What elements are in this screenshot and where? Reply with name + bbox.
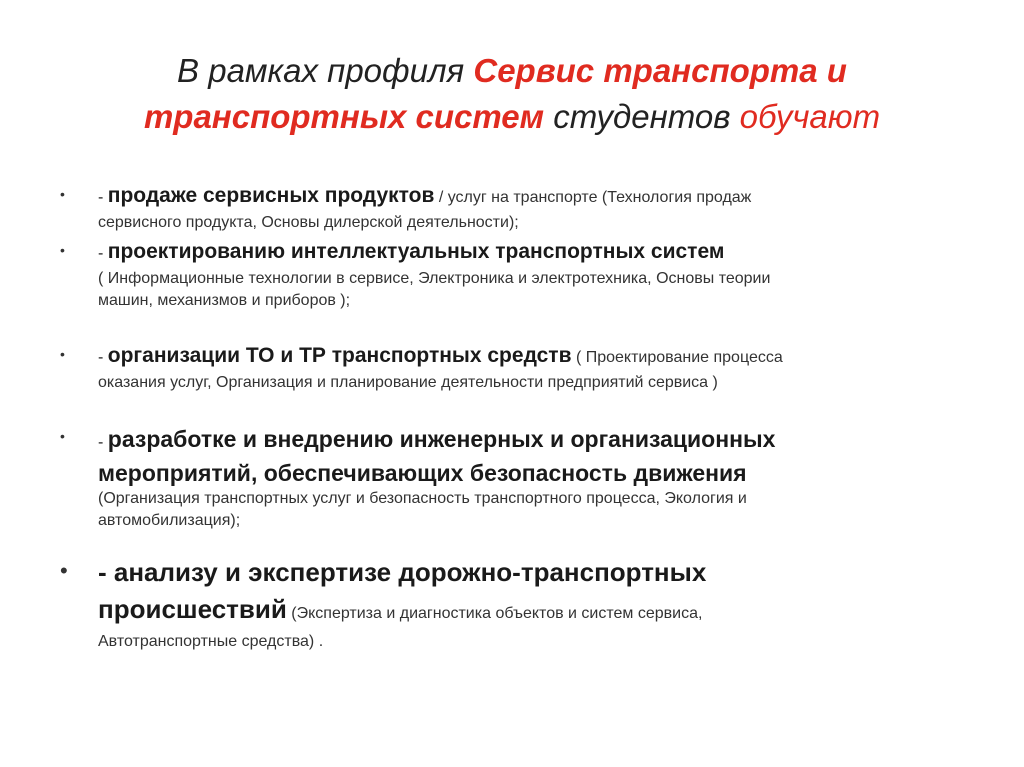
item-text-continued: автомобилизация); [98,512,241,529]
item-heading-continued: мероприятий, обеспечивающих безопасность движения [98,460,747,486]
item-text-continued: сервисного продукта, Основы дилерской деятельности); [98,214,519,231]
item-heading: продаже сервисных продуктов [107,184,435,207]
item-text: ( Информационные технологии в сервисе, Электроника и электротехника, Основы теории [98,270,771,287]
item-dash: - [98,189,108,206]
item-text-continued: оказания услуг, Организация и планирование деятельности предприятий сервиса ) [98,374,718,391]
item-dash: - [98,557,114,587]
slide-title [60,48,964,140]
item-text: (Экспертиза и диагностика объектов и систем сервиса, [286,605,703,622]
item-dash: - [98,349,108,366]
title-part-3: студентов [544,98,740,135]
item-text: ( Проектирование процесса [571,349,783,366]
item-heading: разработке и внедрению инженерных и организационных [107,426,776,452]
item-dash: - [98,245,108,262]
item-text-continued: машин, механизмов и приборов ); [98,292,351,309]
item-heading: проектированию интеллектуальных транспортных систем [107,240,725,263]
bullet-icon: • [60,428,65,444]
bullet-icon: • [60,346,65,362]
bullet-icon: • [60,242,65,258]
title-profile-name: Сервис транспорта и транспортных систем [143,52,847,135]
title-part-1: В рамках профиля [177,52,474,89]
title-verb: обучают [739,98,881,135]
item-text: / услуг на транспорте (Технология продаж [434,189,752,206]
item-heading: анализу и экспертизе дорожно-транспортных [113,557,707,587]
item-heading: организации ТО и ТР транспортных средств [107,344,572,367]
item-heading-continued: происшествий [98,594,287,624]
item-dash: - [98,434,108,451]
bullet-icon: • [60,186,65,202]
item-text: (Организация транспортных услуг и безопасность транспортного процесса, Экология и [98,490,747,507]
bullet-icon: • [60,558,68,583]
item-text-continued: Автотранспортные средства) . [98,633,324,650]
